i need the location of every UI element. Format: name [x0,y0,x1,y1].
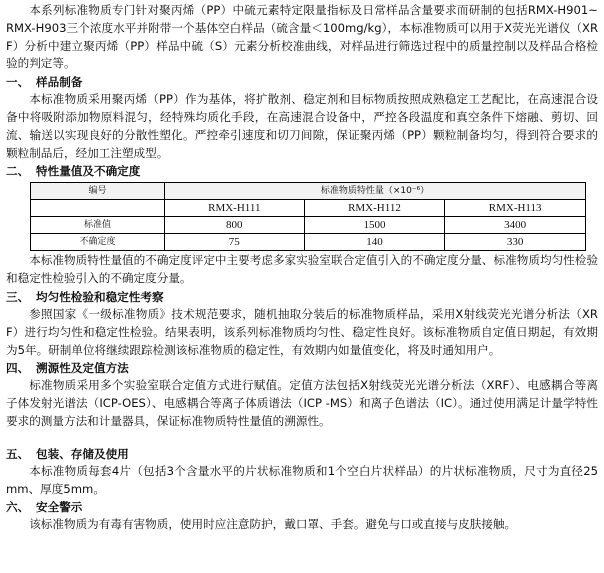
document [6,2,598,534]
section-heading-homogeneity: 三、 均匀性检验和稳定性考察 [6,289,164,304]
section-body-homogeneity: 参照国家《一级标准物质》技术规范要求，随机抽取分装后的标准物质样品，采用X射线荧光光谱分析法（XRF）进行均匀性和稳定性检验。结果表明，该系列标准物质均匀性、稳定性良好。该标准物质自定值日期起，有效期为5年。研制单位将继续跟踪检测该标准物质的稳定性，有效期内如量值变化，将及时通知用户。 [6,306,598,357]
intro-paragraph: 本系列标准物质专门针对聚丙烯（PP）中硫元素特定限量指标及日常样品含量要求而研制的包括RMX-H901~ RMX-H903三个浓度水平并附带一个基体空白样品（硫含量＜100mg/kg），本标准物质可以用于X荧光光谱仪（XRF）分析中建立聚丙烯（PP）样品中硫（S）元素分析校准曲线，对样品进行筛选过程中的质量控制以及样品合格检验的判定等。 [6,3,598,71]
section-heading-safety: 六、 安全警示 [6,500,83,515]
column-header: RMX-H111 [165,200,305,217]
column-header: RMX-H113 [445,200,586,217]
row-label: 不确定度 [31,234,165,251]
section-body-preparation: 本标准物质采用聚丙烯（PP）作为基体，将扩散剂、稳定剂和目标物质按照成熟稳定工艺配比，在高速混合设备中将吸附添加物原料混匀，经特殊均质化手段，在高速混合设备中，严控各段温度和真空条件下熔融、剪切、回流、输送以实现良好的分散性塑化。严控牵引速度和切刀间隙，保证聚丙烯（PP）颗粒制备均匀，得到符合要求的颗粒制品后，经加工注塑成型。 [6,92,598,160]
section-body-packaging: 本标准物质每套4片（包括3个含量水平的片状标准物质和1个空白片状样品）的片状标准物质，尺寸为直径25mm、厚度5mm。 [6,463,598,496]
section-heading-values: 二、 特性量值及不确定度 [6,164,141,179]
table-row [31,234,586,251]
row-label: 标准值 [31,217,165,234]
table-cell: 800 [165,217,305,234]
table-cell: 75 [165,234,305,251]
table-cell: 140 [304,234,445,251]
column-header: RMX-H112 [304,200,445,217]
values-table [30,182,586,251]
section-heading-traceability: 四、 溯源性及定值方法 [6,361,129,376]
section-body-values: 本标准物质特性量值的不确定度评定中主要考虑多家实验室联合定值引入的不确定度分量、标准物质均匀性检验和稳定性检验引入的不确定度分量。 [6,253,598,286]
table-cell: 3400 [445,217,586,234]
table-corner-header: 编号 [31,183,165,200]
section-body-safety: 该标准物质为有毒有害物质，使用时应注意防护，戴口罩、手套。避免与口或直接与皮肤接触。 [29,517,517,532]
table-cell: 330 [445,234,586,251]
section-body-traceability: 标准物质采用多个实验室联合定值方式进行赋值。定值方法包括X射线荧光光谱分析法（XRF）、电感耦合等离子体发射光谱法（ICP-OES）、电感耦合等离子体质谱法（ICP -MS）和离子色谱法（IC）。通过使用满足计量学特性要求的测量方法和计量器具，保证标准物质特性量值的溯源性。 [6,378,598,428]
table-group-header: 标准物质特性量（×10⁻⁶） [165,183,586,200]
section-heading-preparation: 一、 样品制备 [6,75,83,90]
spacer [6,431,598,445]
section-heading-packaging: 五、 包装、存储及使用 [6,446,129,461]
table-row [31,217,586,234]
table-cell: 1500 [304,217,445,234]
table-empty-cell [31,200,165,217]
